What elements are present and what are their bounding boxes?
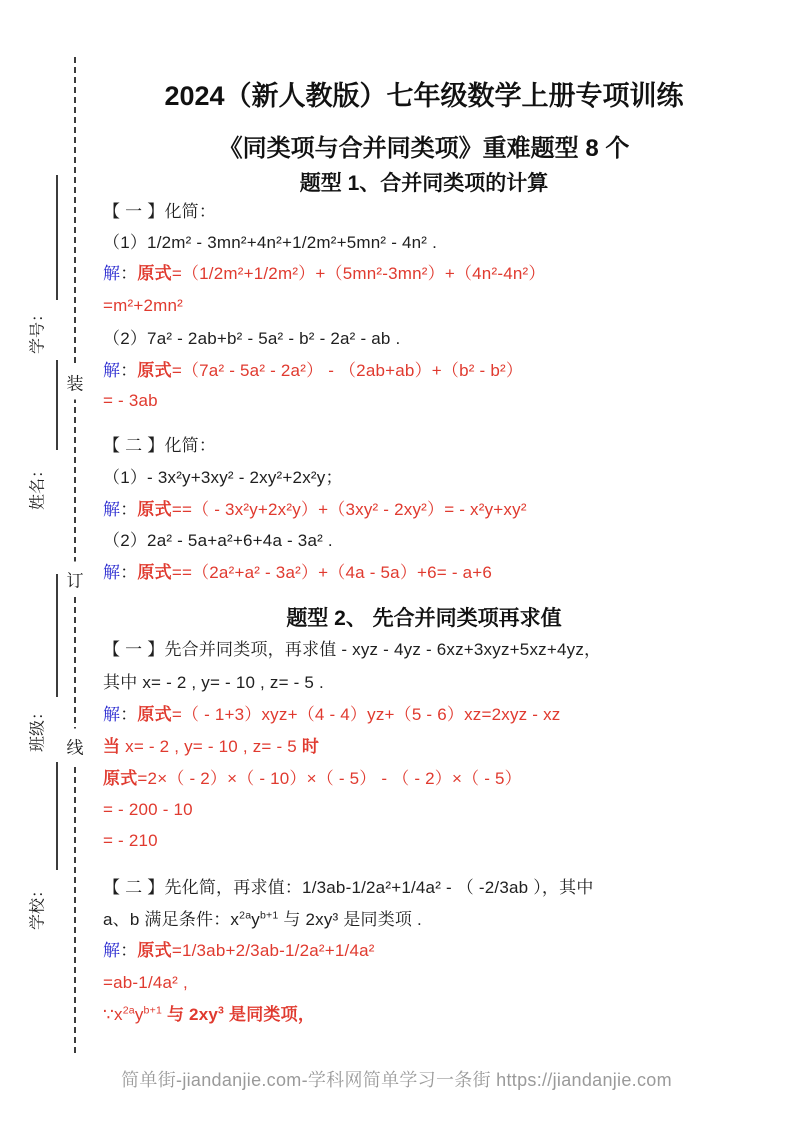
class-blank-line	[56, 574, 58, 697]
q1-part2-solution: 解：原式=（7a² - 5a² - 2a²） - （2ab+ab）+（b² - b²）	[103, 361, 524, 380]
q2-header: 【 二 】化简：	[103, 436, 217, 455]
section-2-heading: 题型 2、 先合并同类项再求值	[286, 607, 562, 630]
section-1-heading: 题型 1、合并同类项的计算	[299, 172, 549, 195]
q1-part1-solution: 解：原式=（1/2m²+1/2m²）+（5mn²-3mn²）+（4n²-4n²）	[103, 264, 546, 283]
q2-part2-solution: 解：原式==（2a²+a² - 3a²）+（4a - 5a）+6= - a+6	[103, 563, 493, 582]
t2-q2-statement: 【 二 】先化简，再求值：1/3ab-1/2a²+1/4a² - （ -2/3ab ），其中	[103, 878, 594, 897]
binding-dashed-line	[74, 57, 76, 1053]
t2-q1-evaluation: 原式=2×（ - 2）×（ - 10）×（ - 5） - （ - 2）×（ - 5）	[103, 769, 522, 788]
q2-part2-problem: （2）2a² - 5a+a²+6+4a - 3a² .	[103, 531, 333, 550]
t2-q1-substitution: 当 x= - 2 , y= - 10 , z= - 5 时	[103, 737, 320, 756]
school-blank-line	[56, 762, 58, 870]
student-id-blank-line	[56, 175, 58, 300]
class-label: 班级：	[29, 703, 47, 753]
page-title: 2024（新人教版）七年级数学上册专项训练	[164, 81, 684, 111]
q1-part2-result: = - 3ab	[103, 391, 158, 410]
name-label: 姓名：	[29, 461, 47, 511]
t2-q2-because: $\because x^{2a}y^{b+1}$ 与 $2xy^3$ 是同类项，	[103, 1004, 316, 1024]
page-subtitle: 《同类项与合并同类项》重难题型 8 个	[218, 135, 630, 162]
q1-header: 【 一 】化简：	[103, 202, 217, 221]
worksheet-content	[100, 0, 748, 1122]
t2-q2-solution: 解：原式=1/3ab+2/3ab-1/2a²+1/4a²	[103, 941, 375, 960]
t2-q1-solution: 解：原式=（ - 1+3）xyz+（4 - 4）yz+（5 - 6）xz=2xyz - xz	[103, 705, 561, 724]
student-id-label: 学号：	[29, 305, 47, 355]
q2-part1-problem: （1）- 3x²y+3xy² - 2xy²+2x²y；	[103, 468, 343, 487]
t2-q2-simplified: =ab-1/4a² ,	[103, 973, 188, 992]
t2-q1-result: = - 210	[103, 831, 158, 850]
q2-part1-solution: 解：原式==（ - 3x²y+2x²y）+（3xy² - 2xy²）= - x²y+xy²	[103, 500, 527, 519]
t2-q1-step: = - 200 - 10	[103, 800, 193, 819]
q1-part1-result: =m²+2mn²	[103, 296, 184, 315]
t2-q1-given-values: 其中 x= - 2 , y= - 10 , z= - 5 .	[103, 673, 324, 692]
name-blank-line	[56, 360, 58, 450]
q1-part2-problem: （2）7a² - 2ab+b² - 5a² - b² - 2a² - ab .	[103, 329, 401, 348]
binding-char-zhuang: 装	[65, 365, 86, 400]
binding-char-xian: 线	[65, 729, 86, 764]
q1-part1-problem: （1）1/2m² - 3mn²+4n²+1/2m²+5mn² - 4n² .	[103, 233, 438, 252]
school-label: 学校：	[29, 881, 47, 931]
binding-char-ding: 订	[65, 562, 86, 597]
t2-q2-condition: a、b 满足条件：$x^{2a}y^{b+1}$ 与 2xy³ 是同类项 .	[103, 909, 422, 929]
t2-q1-statement: 【 一 】先合并同类项，再求值 - xyz - 4yz - 6xz+3xyz+5xz+4yz，	[103, 640, 602, 659]
footer-watermark: 简单街-jiandanjie.com-学科网简单学习一条街 https://jiandanjie.com	[121, 1070, 672, 1090]
